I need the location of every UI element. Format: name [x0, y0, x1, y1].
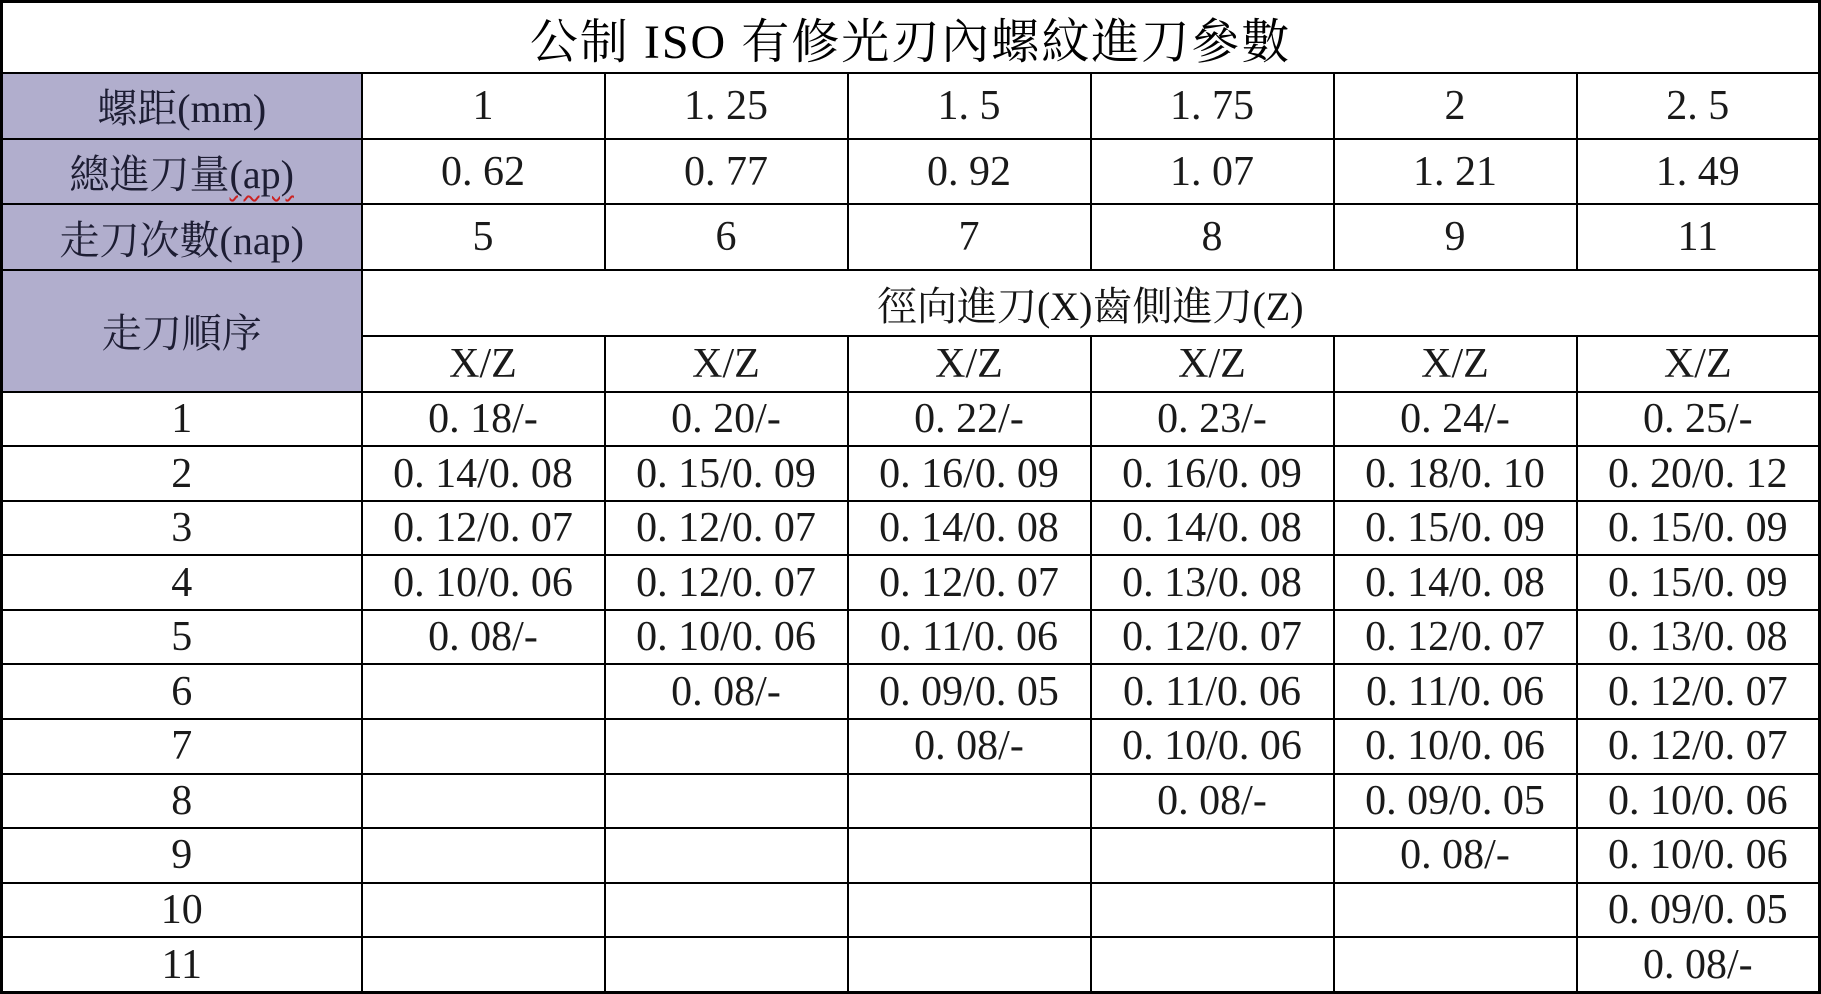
- pass-value-cell: 0. 11/0. 06: [1334, 664, 1577, 719]
- passes-count-value-cell: 6: [605, 204, 848, 270]
- pass-value-cell: 0. 08/-: [1577, 937, 1820, 992]
- pass-value-cell: 0. 11/0. 06: [848, 610, 1091, 665]
- pass-value-cell: 0. 12/0. 07: [1334, 610, 1577, 665]
- pass-sequence-number: 3: [2, 501, 362, 556]
- pass-value-cell: 0. 15/0. 09: [1334, 501, 1577, 556]
- pass-sequence-header: 走刀順序: [2, 270, 362, 391]
- pass-value-cell: 0. 10/0. 06: [1091, 719, 1334, 774]
- pass-value-cell: [362, 883, 605, 938]
- total-infeed-value-cell: 1. 49: [1577, 139, 1820, 205]
- pass-value-cell: 0. 08/-: [1334, 828, 1577, 883]
- pass-value-cell: [362, 937, 605, 992]
- passes-count-value-cell: 9: [1334, 204, 1577, 270]
- pass-row: [2, 392, 1820, 447]
- xz-header-cell: X/Z: [1334, 336, 1577, 392]
- pass-row: [2, 774, 1820, 829]
- pass-row: [2, 555, 1820, 610]
- pass-sequence-number: 9: [2, 828, 362, 883]
- pass-sequence-number: 4: [2, 555, 362, 610]
- total-infeed-value-cell: 0. 92: [848, 139, 1091, 205]
- pass-value-cell: 0. 15/0. 09: [605, 446, 848, 501]
- pass-value-cell: 0. 14/0. 08: [1334, 555, 1577, 610]
- pass-value-cell: [362, 774, 605, 829]
- pass-value-cell: 0. 25/-: [1577, 392, 1820, 447]
- pass-row: [2, 501, 1820, 556]
- xz-header-cell: X/Z: [1091, 336, 1334, 392]
- pass-row: [2, 828, 1820, 883]
- pitch-row-header: 螺距(mm): [2, 73, 362, 139]
- xz-header-cell: X/Z: [362, 336, 605, 392]
- title-row: [2, 2, 1820, 74]
- pass-row: [2, 937, 1820, 992]
- pass-value-cell: [605, 883, 848, 938]
- total-infeed-value-cell: 1. 21: [1334, 139, 1577, 205]
- pass-value-cell: 0. 23/-: [1091, 392, 1334, 447]
- passes-count-value-cell: 8: [1091, 204, 1334, 270]
- feed-direction-row: [2, 270, 1820, 336]
- pass-row: [2, 883, 1820, 938]
- pass-row: [2, 719, 1820, 774]
- pass-row: [2, 610, 1820, 665]
- pass-value-cell: 0. 10/0. 06: [362, 555, 605, 610]
- pass-value-cell: 0. 20/0. 12: [1577, 446, 1820, 501]
- pass-row: [2, 446, 1820, 501]
- pass-value-cell: 0. 14/0. 08: [848, 501, 1091, 556]
- pass-value-cell: [1334, 883, 1577, 938]
- pass-value-cell: 0. 12/0. 07: [605, 555, 848, 610]
- pass-value-cell: [1091, 828, 1334, 883]
- pass-value-cell: [362, 664, 605, 719]
- pass-value-cell: 0. 16/0. 09: [848, 446, 1091, 501]
- pass-value-cell: [605, 774, 848, 829]
- pass-value-cell: 0. 10/0. 06: [605, 610, 848, 665]
- pass-value-cell: [848, 774, 1091, 829]
- pass-value-cell: 0. 08/-: [1091, 774, 1334, 829]
- pass-value-cell: 0. 09/0. 05: [1334, 774, 1577, 829]
- passes-count-value-cell: 11: [1577, 204, 1820, 270]
- pass-row: [2, 664, 1820, 719]
- pass-sequence-number: 2: [2, 446, 362, 501]
- pass-value-cell: 0. 08/-: [848, 719, 1091, 774]
- total-infeed-value-cell: 0. 62: [362, 139, 605, 205]
- pass-value-cell: 0. 18/-: [362, 392, 605, 447]
- pass-value-cell: 0. 12/0. 07: [1091, 610, 1334, 665]
- pass-value-cell: 0. 12/0. 07: [1577, 719, 1820, 774]
- pitch-value-cell: 1. 75: [1091, 73, 1334, 139]
- pass-value-cell: 0. 15/0. 09: [1577, 501, 1820, 556]
- pass-value-cell: [848, 883, 1091, 938]
- pass-value-cell: 0. 15/0. 09: [1577, 555, 1820, 610]
- pass-value-cell: [848, 937, 1091, 992]
- total-infeed-value-cell: 1. 07: [1091, 139, 1334, 205]
- pass-value-cell: [1091, 883, 1334, 938]
- pass-value-cell: 0. 09/0. 05: [848, 664, 1091, 719]
- pass-value-cell: 0. 12/0. 07: [848, 555, 1091, 610]
- pass-value-cell: 0. 12/0. 07: [605, 501, 848, 556]
- pass-value-cell: [848, 828, 1091, 883]
- pass-sequence-number: 11: [2, 937, 362, 992]
- pass-value-cell: [605, 828, 848, 883]
- pass-value-cell: 0. 14/0. 08: [362, 446, 605, 501]
- xz-header-cell: X/Z: [848, 336, 1091, 392]
- pass-value-cell: 0. 11/0. 06: [1091, 664, 1334, 719]
- passes-count-value-cell: 5: [362, 204, 605, 270]
- pass-sequence-number: 1: [2, 392, 362, 447]
- pass-value-cell: 0. 08/-: [605, 664, 848, 719]
- pitch-value-cell: 1. 5: [848, 73, 1091, 139]
- pass-value-cell: 0. 10/0. 06: [1577, 774, 1820, 829]
- pass-value-cell: 0. 09/0. 05: [1577, 883, 1820, 938]
- total-infeed-row: [2, 139, 1820, 205]
- pass-value-cell: 0. 10/0. 06: [1334, 719, 1577, 774]
- total-infeed-unit: (ap): [229, 152, 294, 198]
- pass-value-cell: [1334, 937, 1577, 992]
- pitch-value-cell: 2. 5: [1577, 73, 1820, 139]
- pass-value-cell: 0. 14/0. 08: [1091, 501, 1334, 556]
- pass-value-cell: 0. 18/0. 10: [1334, 446, 1577, 501]
- pass-value-cell: [1091, 937, 1334, 992]
- total-infeed-value-cell: 0. 77: [605, 139, 848, 205]
- passes-count-row: [2, 204, 1820, 270]
- pass-value-cell: 0. 22/-: [848, 392, 1091, 447]
- pitch-value-cell: 1: [362, 73, 605, 139]
- pass-value-cell: [605, 719, 848, 774]
- pass-value-cell: 0. 16/0. 09: [1091, 446, 1334, 501]
- pass-sequence-number: 7: [2, 719, 362, 774]
- total-infeed-row-header: [2, 139, 362, 205]
- pitch-value-cell: 2: [1334, 73, 1577, 139]
- pass-value-cell: 0. 10/0. 06: [1577, 828, 1820, 883]
- passes-count-value-cell: 7: [848, 204, 1091, 270]
- xz-header-cell: X/Z: [1577, 336, 1820, 392]
- pass-sequence-number: 10: [2, 883, 362, 938]
- passes-count-row-header: 走刀次數(nap): [2, 204, 362, 270]
- pass-value-cell: 0. 24/-: [1334, 392, 1577, 447]
- feed-direction-header: 徑向進刀(X)齒側進刀(Z): [362, 270, 1820, 336]
- pass-sequence-number: 5: [2, 610, 362, 665]
- pass-value-cell: 0. 13/0. 08: [1577, 610, 1820, 665]
- pass-sequence-number: 8: [2, 774, 362, 829]
- pitch-row: [2, 73, 1820, 139]
- pass-value-cell: 0. 12/0. 07: [362, 501, 605, 556]
- table-title: 公制 ISO 有修光刃內螺紋進刀參數: [2, 2, 1820, 74]
- pass-value-cell: 0. 13/0. 08: [1091, 555, 1334, 610]
- pass-value-cell: 0. 08/-: [362, 610, 605, 665]
- xz-header-cell: X/Z: [605, 336, 848, 392]
- pass-value-cell: 0. 20/-: [605, 392, 848, 447]
- total-infeed-label: 總進刀量: [69, 152, 230, 198]
- pass-value-cell: [605, 937, 848, 992]
- pass-value-cell: 0. 12/0. 07: [1577, 664, 1820, 719]
- pitch-value-cell: 1. 25: [605, 73, 848, 139]
- pass-value-cell: [362, 828, 605, 883]
- pass-value-cell: [362, 719, 605, 774]
- pass-sequence-number: 6: [2, 664, 362, 719]
